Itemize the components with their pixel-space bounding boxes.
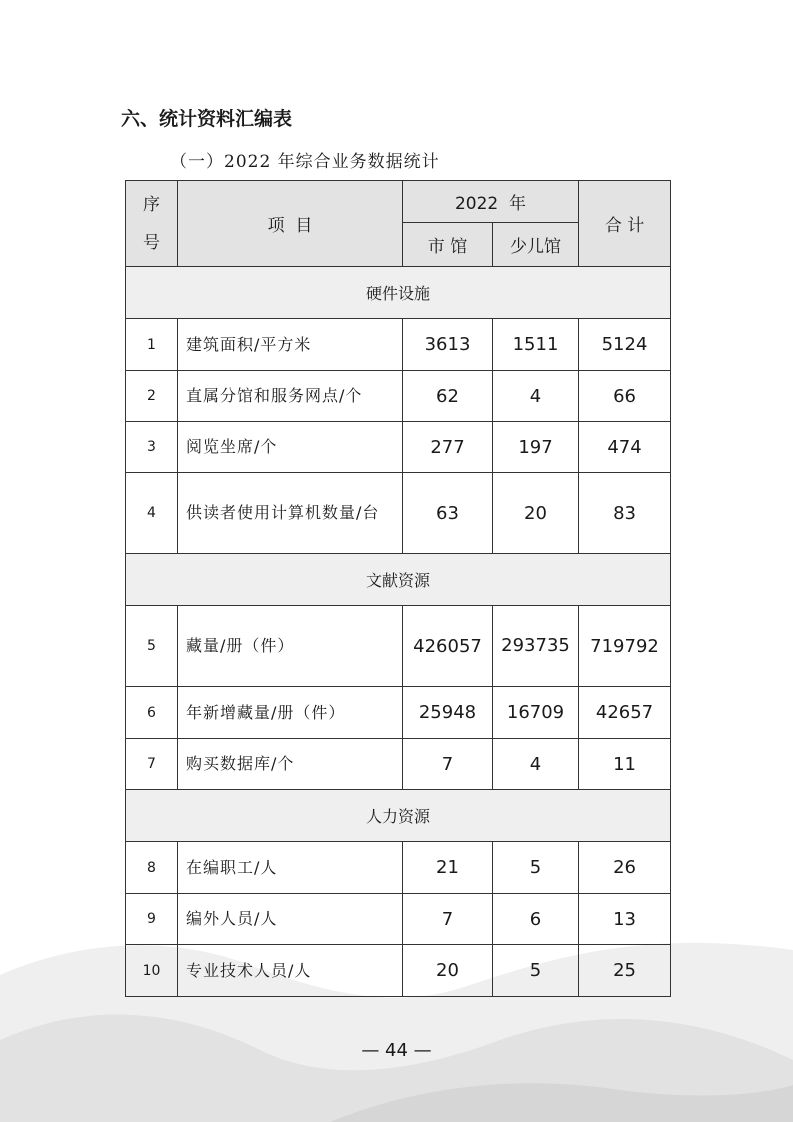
row-item: 供读者使用计算机数量/台 — [178, 473, 403, 554]
table-row — [126, 473, 671, 554]
row-total-value: 25 — [579, 945, 671, 997]
table-row — [126, 687, 671, 739]
row-total-value: 11 — [579, 739, 671, 790]
category-literature: 文献资源 — [126, 554, 671, 606]
row-children-value: 16709 — [493, 687, 579, 739]
row-children-value: 4 — [493, 739, 579, 790]
table-row — [126, 606, 671, 687]
row-number: 10 — [126, 945, 178, 997]
row-children-value: 6 — [493, 894, 579, 945]
row-children-value: 1511 — [493, 319, 579, 371]
row-item: 直属分馆和服务网点/个 — [178, 371, 403, 422]
row-item: 编外人员/人 — [178, 894, 403, 945]
statistics-table — [125, 180, 671, 997]
header-seq-top: 序 — [143, 194, 160, 215]
row-city-value: 3613 — [403, 319, 493, 371]
header-seq — [126, 181, 178, 267]
row-number: 1 — [126, 319, 178, 371]
row-item: 专业技术人员/人 — [178, 945, 403, 997]
table-header-row — [126, 181, 671, 223]
row-number: 2 — [126, 371, 178, 422]
table-row — [126, 739, 671, 790]
row-number: 7 — [126, 739, 178, 790]
row-number: 8 — [126, 842, 178, 894]
row-children-value: 5 — [493, 842, 579, 894]
row-city-value: 7 — [403, 894, 493, 945]
row-item: 购买数据库/个 — [178, 739, 403, 790]
category-row — [126, 267, 671, 319]
table-row — [126, 371, 671, 422]
table-row — [126, 319, 671, 371]
row-city-value: 62 — [403, 371, 493, 422]
row-total-value: 26 — [579, 842, 671, 894]
row-number: 3 — [126, 422, 178, 473]
row-city-value: 63 — [403, 473, 493, 554]
row-city-value: 20 — [403, 945, 493, 997]
category-row — [126, 790, 671, 842]
section-title: 六、统计资料汇编表 — [121, 108, 293, 130]
row-item: 年新增藏量/册（件） — [178, 687, 403, 739]
table-row — [126, 422, 671, 473]
row-total-value: 66 — [579, 371, 671, 422]
row-children-value: 5 — [493, 945, 579, 997]
category-human: 人力资源 — [126, 790, 671, 842]
table-row — [126, 945, 671, 997]
row-item: 建筑面积/平方米 — [178, 319, 403, 371]
row-item: 在编职工/人 — [178, 842, 403, 894]
row-children-value: 197 — [493, 422, 579, 473]
table-row — [126, 894, 671, 945]
row-number: 6 — [126, 687, 178, 739]
header-seq-bottom: 号 — [143, 232, 160, 253]
row-children-value: 4 — [493, 371, 579, 422]
header-year: 2022 年 — [403, 181, 579, 223]
row-total-value: 5124 — [579, 319, 671, 371]
header-item: 项 目 — [178, 181, 403, 267]
category-row — [126, 554, 671, 606]
row-city-value: 426057 — [403, 606, 493, 687]
row-number: 5 — [126, 606, 178, 687]
row-total-value: 13 — [579, 894, 671, 945]
row-city-value: 7 — [403, 739, 493, 790]
header-total: 合 计 — [579, 181, 671, 267]
header-city: 市 馆 — [403, 223, 493, 267]
row-total-value: 719792 — [579, 606, 671, 687]
table-row — [126, 842, 671, 894]
category-hardware: 硬件设施 — [126, 267, 671, 319]
page-number: — 44 — — [361, 1040, 432, 1061]
row-total-value: 474 — [579, 422, 671, 473]
row-number: 9 — [126, 894, 178, 945]
row-item: 藏量/册（件） — [178, 606, 403, 687]
row-total-value: 42657 — [579, 687, 671, 739]
row-children-value: 293735 — [493, 606, 579, 687]
header-children: 少儿馆 — [493, 223, 579, 267]
sub-title: （一）2022 年综合业务数据统计 — [170, 152, 440, 172]
row-city-value: 277 — [403, 422, 493, 473]
row-city-value: 25948 — [403, 687, 493, 739]
row-total-value: 83 — [579, 473, 671, 554]
row-number: 4 — [126, 473, 178, 554]
row-item: 阅览坐席/个 — [178, 422, 403, 473]
row-city-value: 21 — [403, 842, 493, 894]
row-children-value: 20 — [493, 473, 579, 554]
